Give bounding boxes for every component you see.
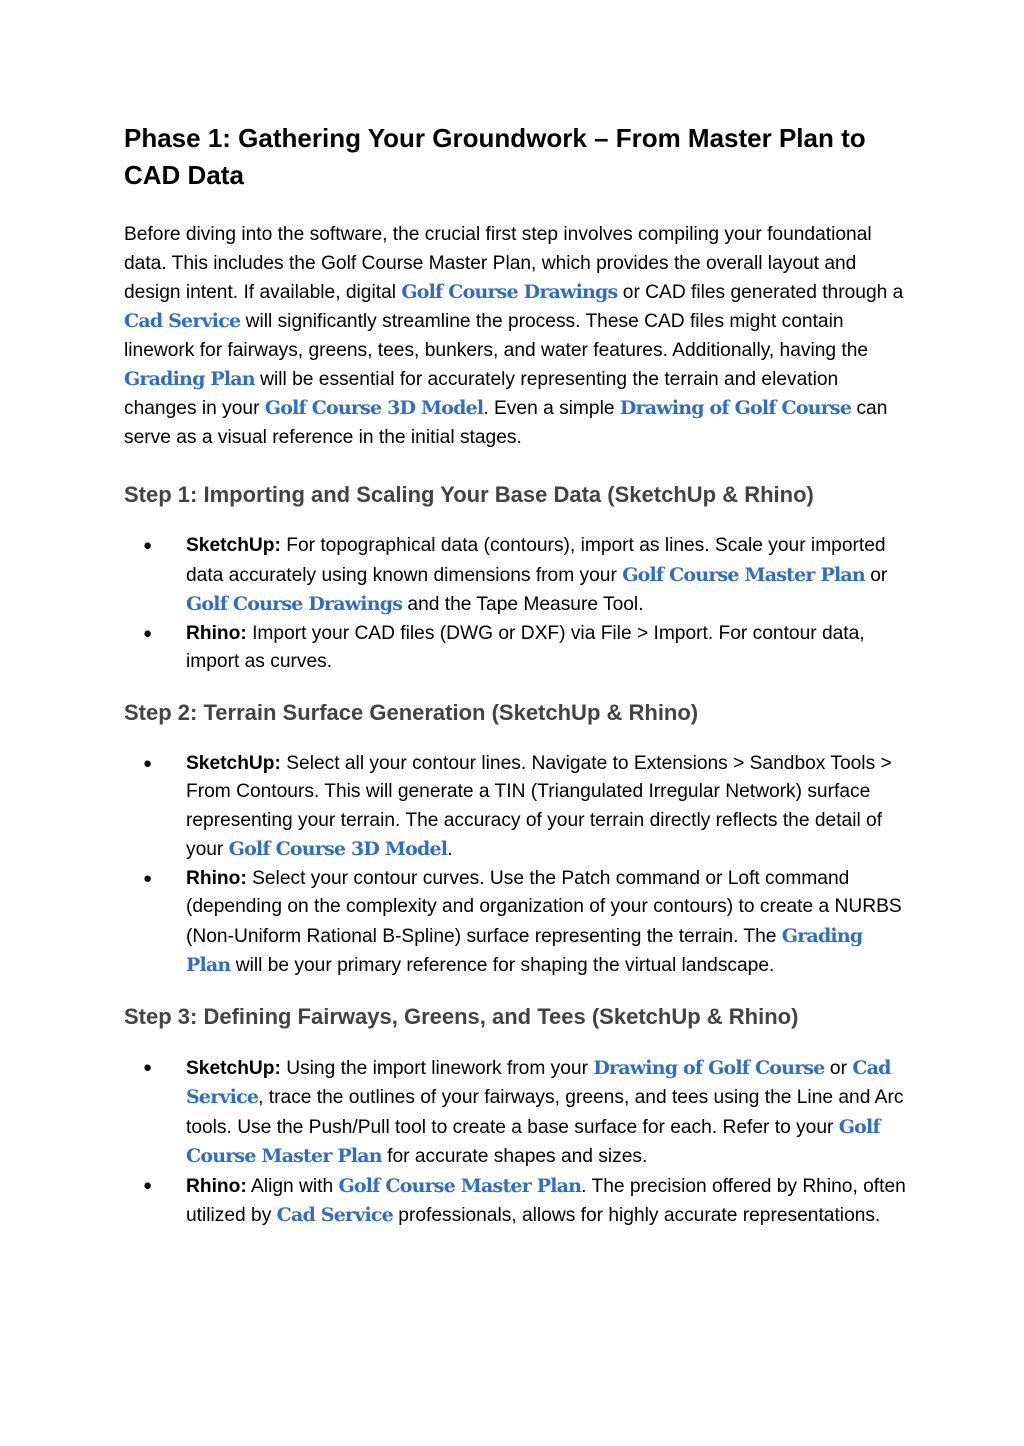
link-golf-course-master-plan[interactable]: Golf Course Master Plan <box>622 563 865 586</box>
link-golf-course-master-plan[interactable]: Golf Course Master Plan <box>186 1115 880 1167</box>
item-text: will be your primary reference for shaping the virtual landscape. <box>230 955 775 976</box>
item-label: SketchUp: <box>186 752 281 774</box>
item-label: SketchUp: <box>186 535 281 556</box>
list-item <box>124 620 908 677</box>
page-title: Phase 1: Gathering Your Groundwork – From Master Plan to CAD Data <box>124 123 866 190</box>
link-drawing-of-golf-course[interactable]: Drawing of Golf Course <box>619 397 852 419</box>
intro-text: Before diving into the software, the crucial first step involves compiling your foundational data. This includes the Golf Course Master Plan, which provides the overall layout and design intent. If available, digital <box>124 224 872 303</box>
link-drawing-of-golf-course[interactable]: Drawing of Golf Course <box>593 1056 825 1079</box>
link-grading-plan[interactable]: Grading Plan <box>124 368 255 390</box>
bullet-icon: ● <box>143 754 153 772</box>
step-2-list <box>124 750 908 981</box>
step-3-heading: Step 3: Defining Fairways, Greens, and Tees (SketchUp & Rhino) <box>124 1003 799 1029</box>
bullet-icon: ● <box>143 537 153 554</box>
intro-text: or CAD files generated through a <box>617 282 904 303</box>
list-item <box>124 1054 908 1172</box>
link-golf-course-drawings[interactable]: Golf Course Drawings <box>186 593 403 615</box>
intro-text: will be essential for accurately representing the terrain and elevation changes in your <box>124 369 839 419</box>
step-2-heading: Step 2: Terrain Surface Generation (SketchUp & Rhino) <box>124 699 699 725</box>
item-label: Rhino: <box>186 867 247 889</box>
link-cad-service[interactable]: Cad Service <box>276 1204 393 1226</box>
document-page <box>124 120 908 1231</box>
item-label: SketchUp: <box>186 1057 281 1079</box>
step-1-list <box>124 532 908 677</box>
link-cad-service[interactable]: Cad Service <box>124 310 241 332</box>
item-text: or <box>824 1057 853 1079</box>
bullet-icon: ● <box>143 869 153 887</box>
intro-paragraph <box>124 220 908 452</box>
item-text: Using the import linework from your <box>280 1057 594 1079</box>
list-item <box>124 750 908 865</box>
item-text: , trace the outlines of your fairways, greens, and tees using the Line and Arc tools. Use the Push/Pull tool to create a base surface for each. Refer to your <box>186 1087 904 1138</box>
link-golf-course-master-plan[interactable]: Golf Course Master Plan <box>338 1174 582 1197</box>
item-text: professionals, allows for highly accurate representations. <box>392 1205 881 1226</box>
bullet-icon: ● <box>143 624 153 642</box>
list-item <box>124 532 908 620</box>
list-item <box>124 1172 908 1231</box>
step-1-heading: Step 1: Importing and Scaling Your Base Data (SketchUp & Rhino) <box>124 482 814 507</box>
item-text: or <box>864 564 888 586</box>
list-item <box>124 865 908 981</box>
link-golf-course-3d-model[interactable]: Golf Course 3D Model <box>228 838 448 860</box>
item-text: . <box>447 839 453 860</box>
link-golf-course-drawings[interactable]: Golf Course Drawings <box>401 281 618 303</box>
link-golf-course-3d-model[interactable]: Golf Course 3D Model <box>264 397 484 419</box>
item-text: for accurate shapes and sizes. <box>381 1146 648 1167</box>
item-label: Rhino: <box>186 622 247 644</box>
bullet-icon: ● <box>143 1058 153 1076</box>
item-text: For topographical data (contours), import as lines. Scale your imported data accurately using known dimensions from your <box>186 535 886 586</box>
intro-text: can serve as a visual reference in the initial stages. <box>124 398 888 448</box>
item-text: Select all your contour lines. Navigate to Extensions > Sandbox Tools > From Contours. This will generate a TIN (Triangulated Irregular Network) surface representing your terrain. The accuracy of your terrain directly reflects the detail of your <box>186 752 892 860</box>
item-label: Rhino: <box>186 1175 247 1197</box>
link-cad-service[interactable]: Cad Service <box>186 1056 891 1108</box>
step-3-list <box>124 1054 908 1231</box>
link-grading-plan[interactable]: Grading Plan <box>186 924 863 976</box>
item-text: and the Tape Measure Tool. <box>402 594 644 615</box>
intro-text: . Even a simple <box>483 398 620 419</box>
intro-text: will significantly streamline the process. These CAD files might contain linework for fairways, greens, tees, bunkers, and water features. Additionally, having the <box>124 311 869 361</box>
item-text: Select your contour curves. Use the Patch command or Loft command (depending on the complexity and organization of your contours) to create a NURBS (Non-Uniform Rational B-Spline) surface representing the terrain. The <box>186 867 902 947</box>
item-text: Align with <box>246 1175 339 1197</box>
bullet-icon: ● <box>143 1176 153 1194</box>
item-text: Import your CAD files (DWG or DXF) via File > Import. For contour data, import as curves. <box>186 622 865 672</box>
item-text: . The precision offered by Rhino, often utilized by <box>186 1175 906 1226</box>
